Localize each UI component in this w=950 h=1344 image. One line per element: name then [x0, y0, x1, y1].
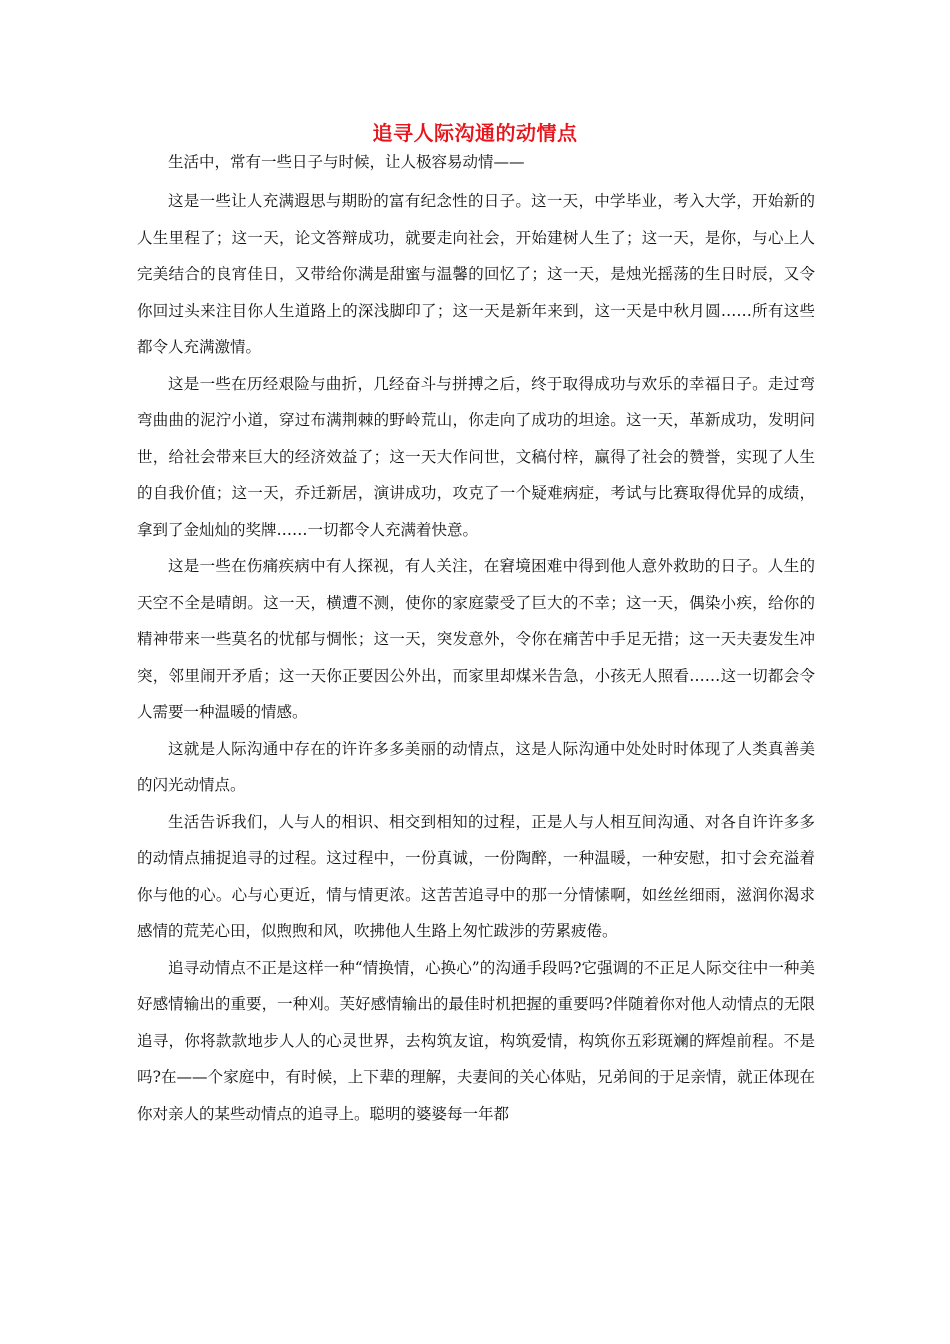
paragraph-intro: 生活中，常有一些日子与时候，让人极容易动情——	[168, 153, 525, 171]
paragraph-pursuit: 追寻动情点不正是这样一种“情换情，心换心”的沟通手段吗?它强调的不正足人际交往中一种美好感情输出的重要，一种刈。芙好感情输出的最佳时机把握的重要吗?伴随着你对他人动情点的无限追寻，你将款款地步人人的心灵世界，去构筑友谊，构筑爱情，构筑你五彩斑斓的辉煌前程。不是吗?在——个家庭中，有时候，上下辈的理解，夫妻间的关心体贴，兄弟间的于足亲情，就正体现在你对亲人的某些动情点的追寻上。聪明的婆婆每一年都	[137, 958, 815, 1123]
paragraph-summary: 这就是人际沟通中存在的许许多多美丽的动情点，这是人际沟通中处处时时体现了人类真善美的闪光动情点。	[137, 739, 815, 794]
paragraph-life-lesson: 生活告诉我们，人与人的相识、相交到相知的过程，正是人与人相互间沟通、对各自许许多多的动情点捕捉追寻的过程。这过程中，一份真诚，一份陶醉，一种温暖，一种安慰，扣寸会充溢着你与他的心。心与心更近，情与情更浓。这苦苦追寻中的那一分情愫啊，如丝丝细雨，滋润你渴求感情的荒芜心田，似煦煦和风，吹拂他人生路上匆忙跋涉的劳累疲倦。	[137, 812, 815, 940]
document-body	[137, 147, 815, 1132]
paragraph-hardship-days: 这是一些在伤痛疾病中有人探视，有人关注，在窘境困难中得到他人意外救助的日子。人生的天空不全是晴朗。这一天，横遭不测，使你的家庭蒙受了巨大的不幸；这一天，偶染小疾，给你的精神带来一些莫名的忧郁与惆怅；这一天，突发意外，令你在痛苦中手足无措；这一天夫妻发生冲突，邻里闹开矛盾；这一天你正要因公外出，而家里却煤米告急，小孩无人照看……这一切都会令人需要一种温暖的情感。	[137, 557, 815, 721]
paragraph-memorable-days: 这是一些让人充满遐思与期盼的富有纪念性的日子。这一天，中学毕业，考入大学，开始新的人生里程了；这一天，论文答辩成功，就要走向社会，开始建树人生了；这一天，是你，与心上人完美结合的良宵佳日，又带给你满是甜蜜与温馨的回忆了；这一天，是烛光摇荡的生日时辰，又令你回过头来注目你人生道路上的深浅脚印了；这一天是新年来到，这一天是中秋月圆……所有这些都令人充满激情。	[137, 192, 815, 356]
document-title: 追寻人际沟通的动情点	[372, 121, 578, 145]
paragraph-success-days: 这是一些在历经艰险与曲折，几经奋斗与拼搏之后，终于取得成功与欢乐的幸福日子。走过弯弯曲曲的泥泞小道，穿过布满荆棘的野岭荒山，你走向了成功的坦途。这一天，革新成功，发明问世，给社会带来巨大的经济效益了；这一天大作问世，文稿付梓，赢得了社会的赞誉，实现了人生的自我价值；这一天，乔迁新居，演讲成功，攻克了一个疑难病症，考试与比赛取得优异的成绩，拿到了金灿灿的奖牌……一切都令人充满着快意。	[137, 374, 815, 539]
